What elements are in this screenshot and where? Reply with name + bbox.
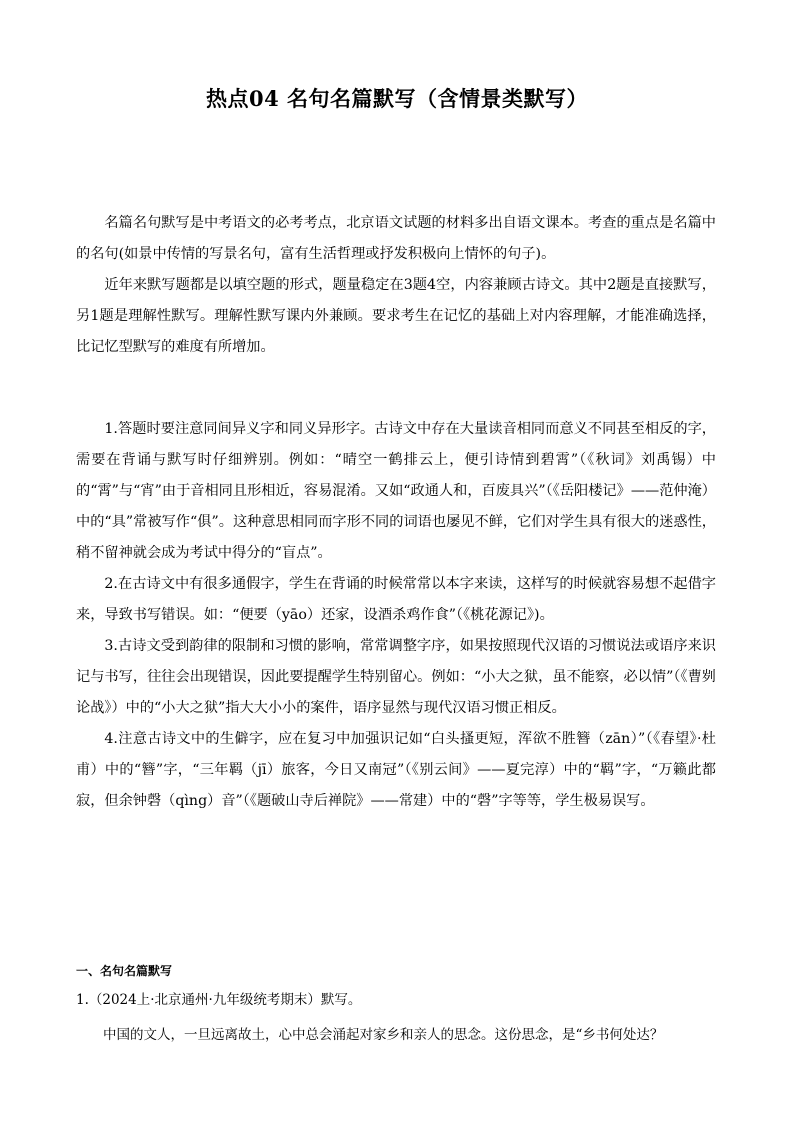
question-text: 中国的文人，一旦远离故土，心中总会涌起对家乡和亲人的思念。这份思念，是“乡书何处达？ [103, 1027, 664, 1043]
question-label: 1.（2024上·北京通州·九年级统考期末）默写。 [76, 992, 362, 1008]
page-title: 热点04 名句名篇默写（含情景类默写） [205, 86, 589, 111]
intro-paragraph-2: 近年来默写题都是以填空题的形式，题量稳定在3题4空，内容兼顾古诗文。其中2题是直接默写，另1题是理解性默写。理解性默写课内外兼顾。要求考生在记忆的基础上对内容理解，才能准确选择，比记忆型默写的难度有所增加。 [76, 277, 716, 355]
section-heading: 一、名句名篇默写 [76, 964, 173, 978]
intro-section [76, 208, 716, 363]
tip-paragraph-1: 1.答题时要注意同间异义字和同义异形字。古诗文中存在大量读音相同而意义不同甚至相反的字，需要在背诵与默写时仔细辨别。例如：“晴空一鹤排云上，便引诗情到碧霄”（《秋词》刘禹锡）中的“霄”与“宵”由于音相同且形相近，容易混淆。又如“政通人和，百废具兴”（《岳阳楼记》——范仲淹）中的“具”常被写作“俱”。这种意思相同而字形不同的词语也屡见不鲜，它们对学生具有很大的迷惑性，稍不留神就会成为考试中得分的“盲点”。 [76, 421, 716, 561]
tip-paragraph-3: 3.古诗文受到韵律的限制和习惯的影响，常常调整字序，如果按照现代汉语的习惯说法或语序来识记与书写，往往会出现错误，因此要提醒学生特别留心。例如：“小大之狱，虽不能察，必以情”（《曹刿论战》）中的“小大之狱”指大大小小的案件，语序显然与现代汉语习惯正相反。 [76, 638, 716, 716]
tip-paragraph-4: 4.注意古诗文中的生僻字，应在复习中加强识记如“白头搔更短，浑欲不胜簪（zān）”（《春望》·杜甫）中的“簪”字，“三年羁（jī）旅客，今日又南冠”（《别云间》——夏完淳）中的“羁”字，“万籁此都寂，但余钟磬（qìng）音”（《题破山寺后禅院》——常建）中的“磬”字等等，学生极易误写。 [76, 731, 716, 809]
tip-paragraph-2: 2.在古诗文中有很多通假字，学生在背诵的时候常常以本字来读，这样写的时候就容易想不起借字来，导致书写错误。如：“便要（yāo）还家，设酒杀鸡作食”（《桃花源记》)。 [76, 576, 716, 623]
tips-section [76, 414, 716, 817]
intro-paragraph-1: 名篇名句默写是中考语文的必考考点，北京语文试题的材料多出自语文课本。考查的重点是名篇中的名句(如景中传情的写景名句，富有生活哲理或抒发积极向上情怀的句子)。 [76, 215, 716, 262]
